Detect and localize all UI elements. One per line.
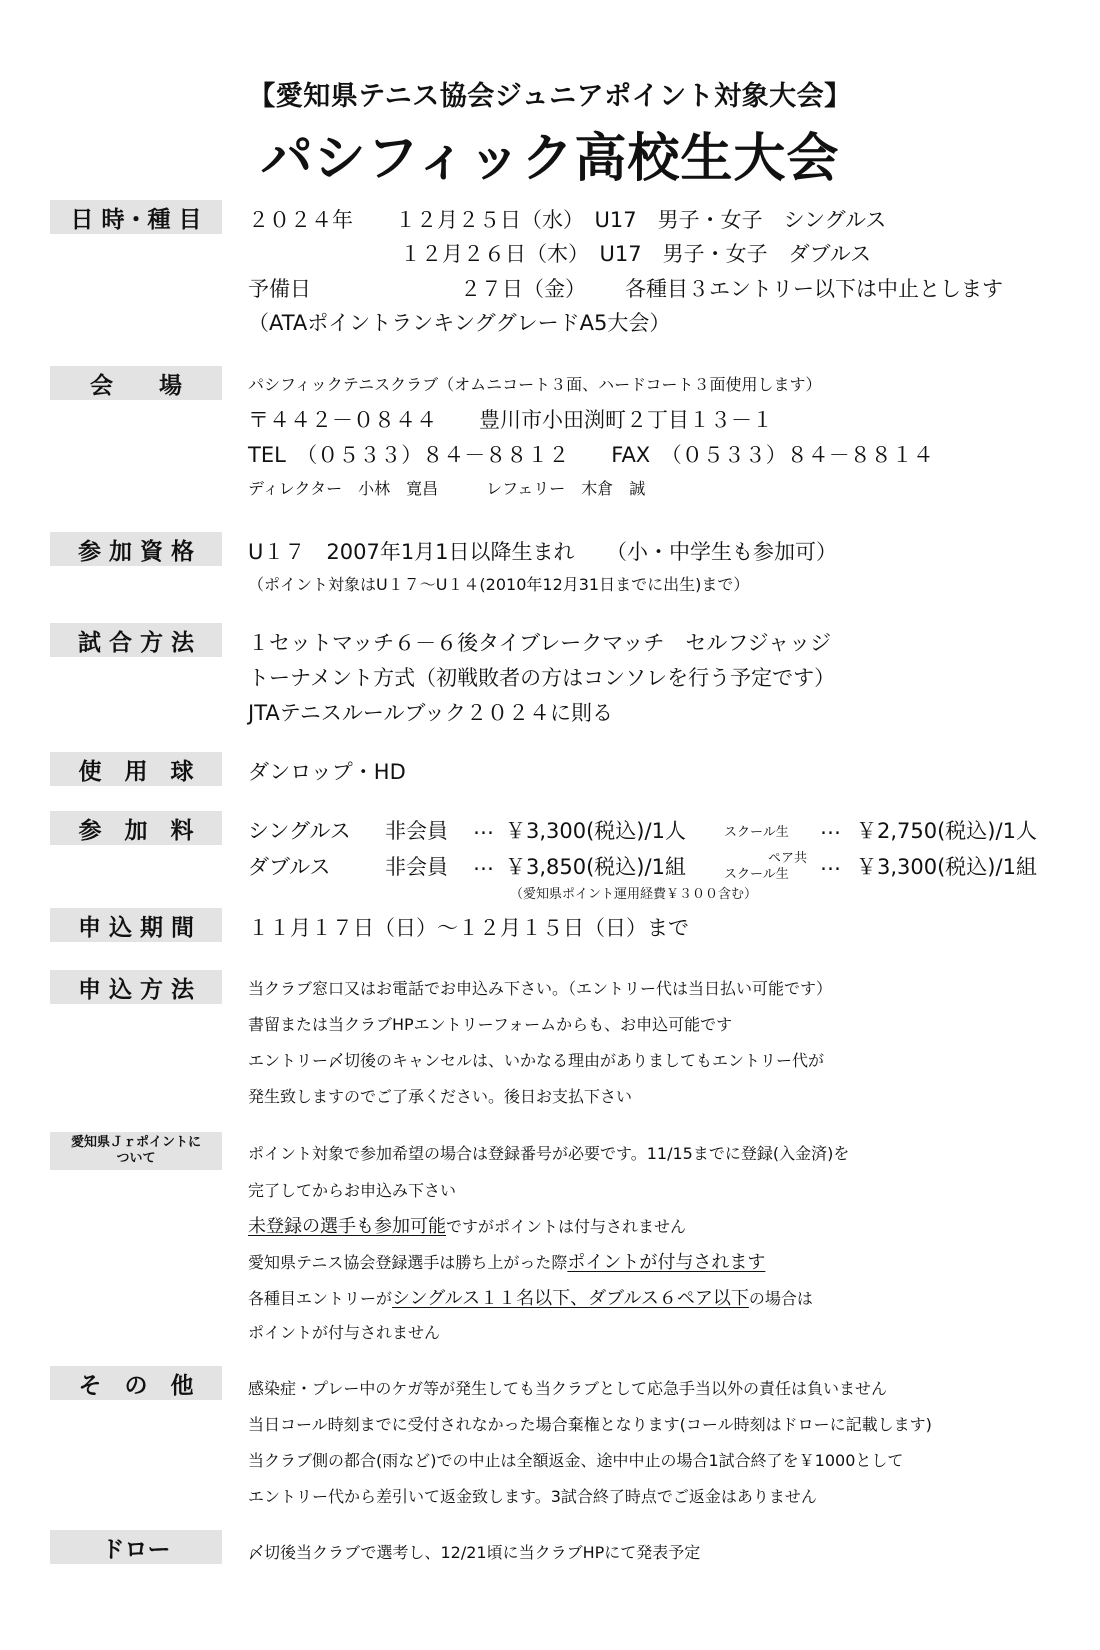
fee-school-doubles-amount: ￥3,300(税込)/1組 [856,855,1037,879]
jrpoint-line5-post: の場合は [748,1289,813,1308]
other-line1: 感染症・プレー中のケガ等が発生しても当クラブとして応急手当以外の責任は負いません [248,1379,888,1398]
method-line1: 当クラブ窓口又はお電話でお申込み下さい。（エントリー代は当日払い可能です） [248,979,833,998]
draw-value: 〆切後当クラブで選考し、12/21頃に当クラブHPにて発表予定 [248,1543,701,1562]
reserve-label: 予備日 [248,277,311,301]
fee-doubles-amount: ￥3,850(税込)/1組 [505,855,686,879]
other-line3: 当クラブ側の都合(雨など)での中止は全額返金、途中中止の場合1試合終了を￥1000として [248,1451,904,1470]
jrpoint-line5-pre: 各種目エントリーが [248,1289,393,1308]
format-line2: トーナメント方式（初戦敗者の方はコンソレを行う予定です） [248,666,836,690]
label-datetime: 日 時・種 目 [50,200,222,234]
format-line3: JTAテニスルールブック２０２４に則る [248,701,614,725]
jrpoint-line3 [248,1212,686,1238]
fee-pair-note: ペア共 [768,851,808,866]
venue-staff: ディレクター 小林 寛昌 レフェリー 木倉 誠 [248,479,646,498]
label-method: 申 込 方 法 [50,970,222,1004]
fee-school-singles-dots: … [820,815,841,839]
fee-school-singles: スクール生 [724,825,789,840]
fee-doubles-nonmember: 非会員 [385,855,448,879]
label-other: そ の 他 [50,1366,222,1400]
fee-school-singles-amount: ￥2,750(税込)/1人 [856,819,1037,843]
eligibility-line1: U１７ 2007年1月1日以降生まれ （小・中学生も参加可） [248,540,838,564]
reserve-note: 各種目３エントリー以下は中止とします [625,277,1003,301]
datetime-line2: １２月２６日（木） U17 男子・女子 ダブルス [400,242,872,266]
period-value: １１月１７日（日）～１２月１５日（日）まで [248,916,689,940]
jrpoint-line4-pre: 愛知県テニス協会登録選手は勝ち上がった際 [248,1253,568,1272]
fee-doubles: ダブルス [248,855,331,879]
jrpoint-line5 [248,1284,813,1310]
format-line1: １セットマッチ６－６後タイブレークマッチ セルフジャッジ [248,631,832,655]
jrpoint-line2: 完了してからお申込み下さい [248,1181,457,1200]
label-ball: 使 用 球 [50,752,222,786]
event-supertitle: 【愛知県テニス協会ジュニアポイント対象大会】 [248,81,852,112]
reserve-day: ２７日（金） [460,277,586,301]
fee-singles-amount: ￥3,300(税込)/1人 [505,819,686,843]
fee-school-doubles-dots: … [820,851,841,875]
eligibility-line2: （ポイント対象はU１７～U１４(2010年12月31日までに出生)まで） [248,575,750,594]
label-jrpoint-line2: ついて [116,1151,156,1166]
fee-singles: シングルス [248,819,351,843]
jrpoint-line3-rest: ですがポイントは付与されません [446,1217,687,1236]
method-line4: 発生致しますのでご了承ください。後日お支払下さい [248,1087,633,1106]
venue-contact: TEL （０５３３）８４－８８１２ FAX （０５３３）８４－８８１４ [248,443,934,467]
event-title: パシフィック高校生大会 [260,129,840,189]
label-eligibility: 参 加 資 格 [50,532,222,566]
other-line4: エントリー代から差引いて返金致します。3試合終了時点でご返金はありません [248,1487,817,1506]
venue-address: 〒４４２－０８４４ 豊川市小田渕町２丁目１３－１ [248,408,773,432]
label-fee: 参 加 料 [50,811,222,845]
jrpoint-line5-underlined: シングルス１１名以下、ダブルス６ペア以下 [392,1288,749,1309]
datetime-line1: ２０２４年 １２月２５日（水） U17 男子・女子 シングルス [248,208,887,232]
jrpoint-line6: ポイントが付与されません [248,1323,441,1342]
label-jrpoint-line1: 愛知県Ｊｒポイントに [70,1135,201,1150]
grade-note: （ATAポイントランキンググレードA5大会） [248,311,671,335]
jrpoint-line3-underlined: 未登録の選手も参加可能 [248,1216,446,1237]
ball-value: ダンロップ・HD [248,760,406,784]
venue-name: パシフィックテニスクラブ（オムニコート３面、ハードコート３面使用します） [248,375,822,394]
label-jrpoint [50,1132,222,1170]
other-line2: 当日コール時刻までに受付されなかった場合棄権となります(コール時刻はドローに記載します) [248,1415,932,1434]
fee-school-doubles: スクール生 [724,867,789,882]
fee-singles-nonmember: 非会員 [385,819,448,843]
label-draw: ドロー [50,1530,222,1564]
method-line2: 書留または当クラブHPエントリーフォームからも、お申込可能です [248,1015,733,1034]
label-period: 申 込 期 間 [50,908,222,942]
jrpoint-line4 [248,1248,765,1274]
fee-singles-dots: … [473,815,494,839]
label-format: 試 合 方 法 [50,623,222,657]
method-line3: エントリー〆切後のキャンセルは、いかなる理由がありましてもエントリー代が [248,1051,825,1070]
jrpoint-line1: ポイント対象で参加希望の場合は登録番号が必要です。11/15までに登録(入金済)を [248,1144,850,1163]
jrpoint-line4-underlined: ポイントが付与されます [567,1252,766,1273]
label-venue: 会 場 [50,366,222,400]
fee-doubles-dots: … [473,851,494,875]
fee-footnote: （愛知県ポイント運用経費￥３００含む） [510,887,758,902]
